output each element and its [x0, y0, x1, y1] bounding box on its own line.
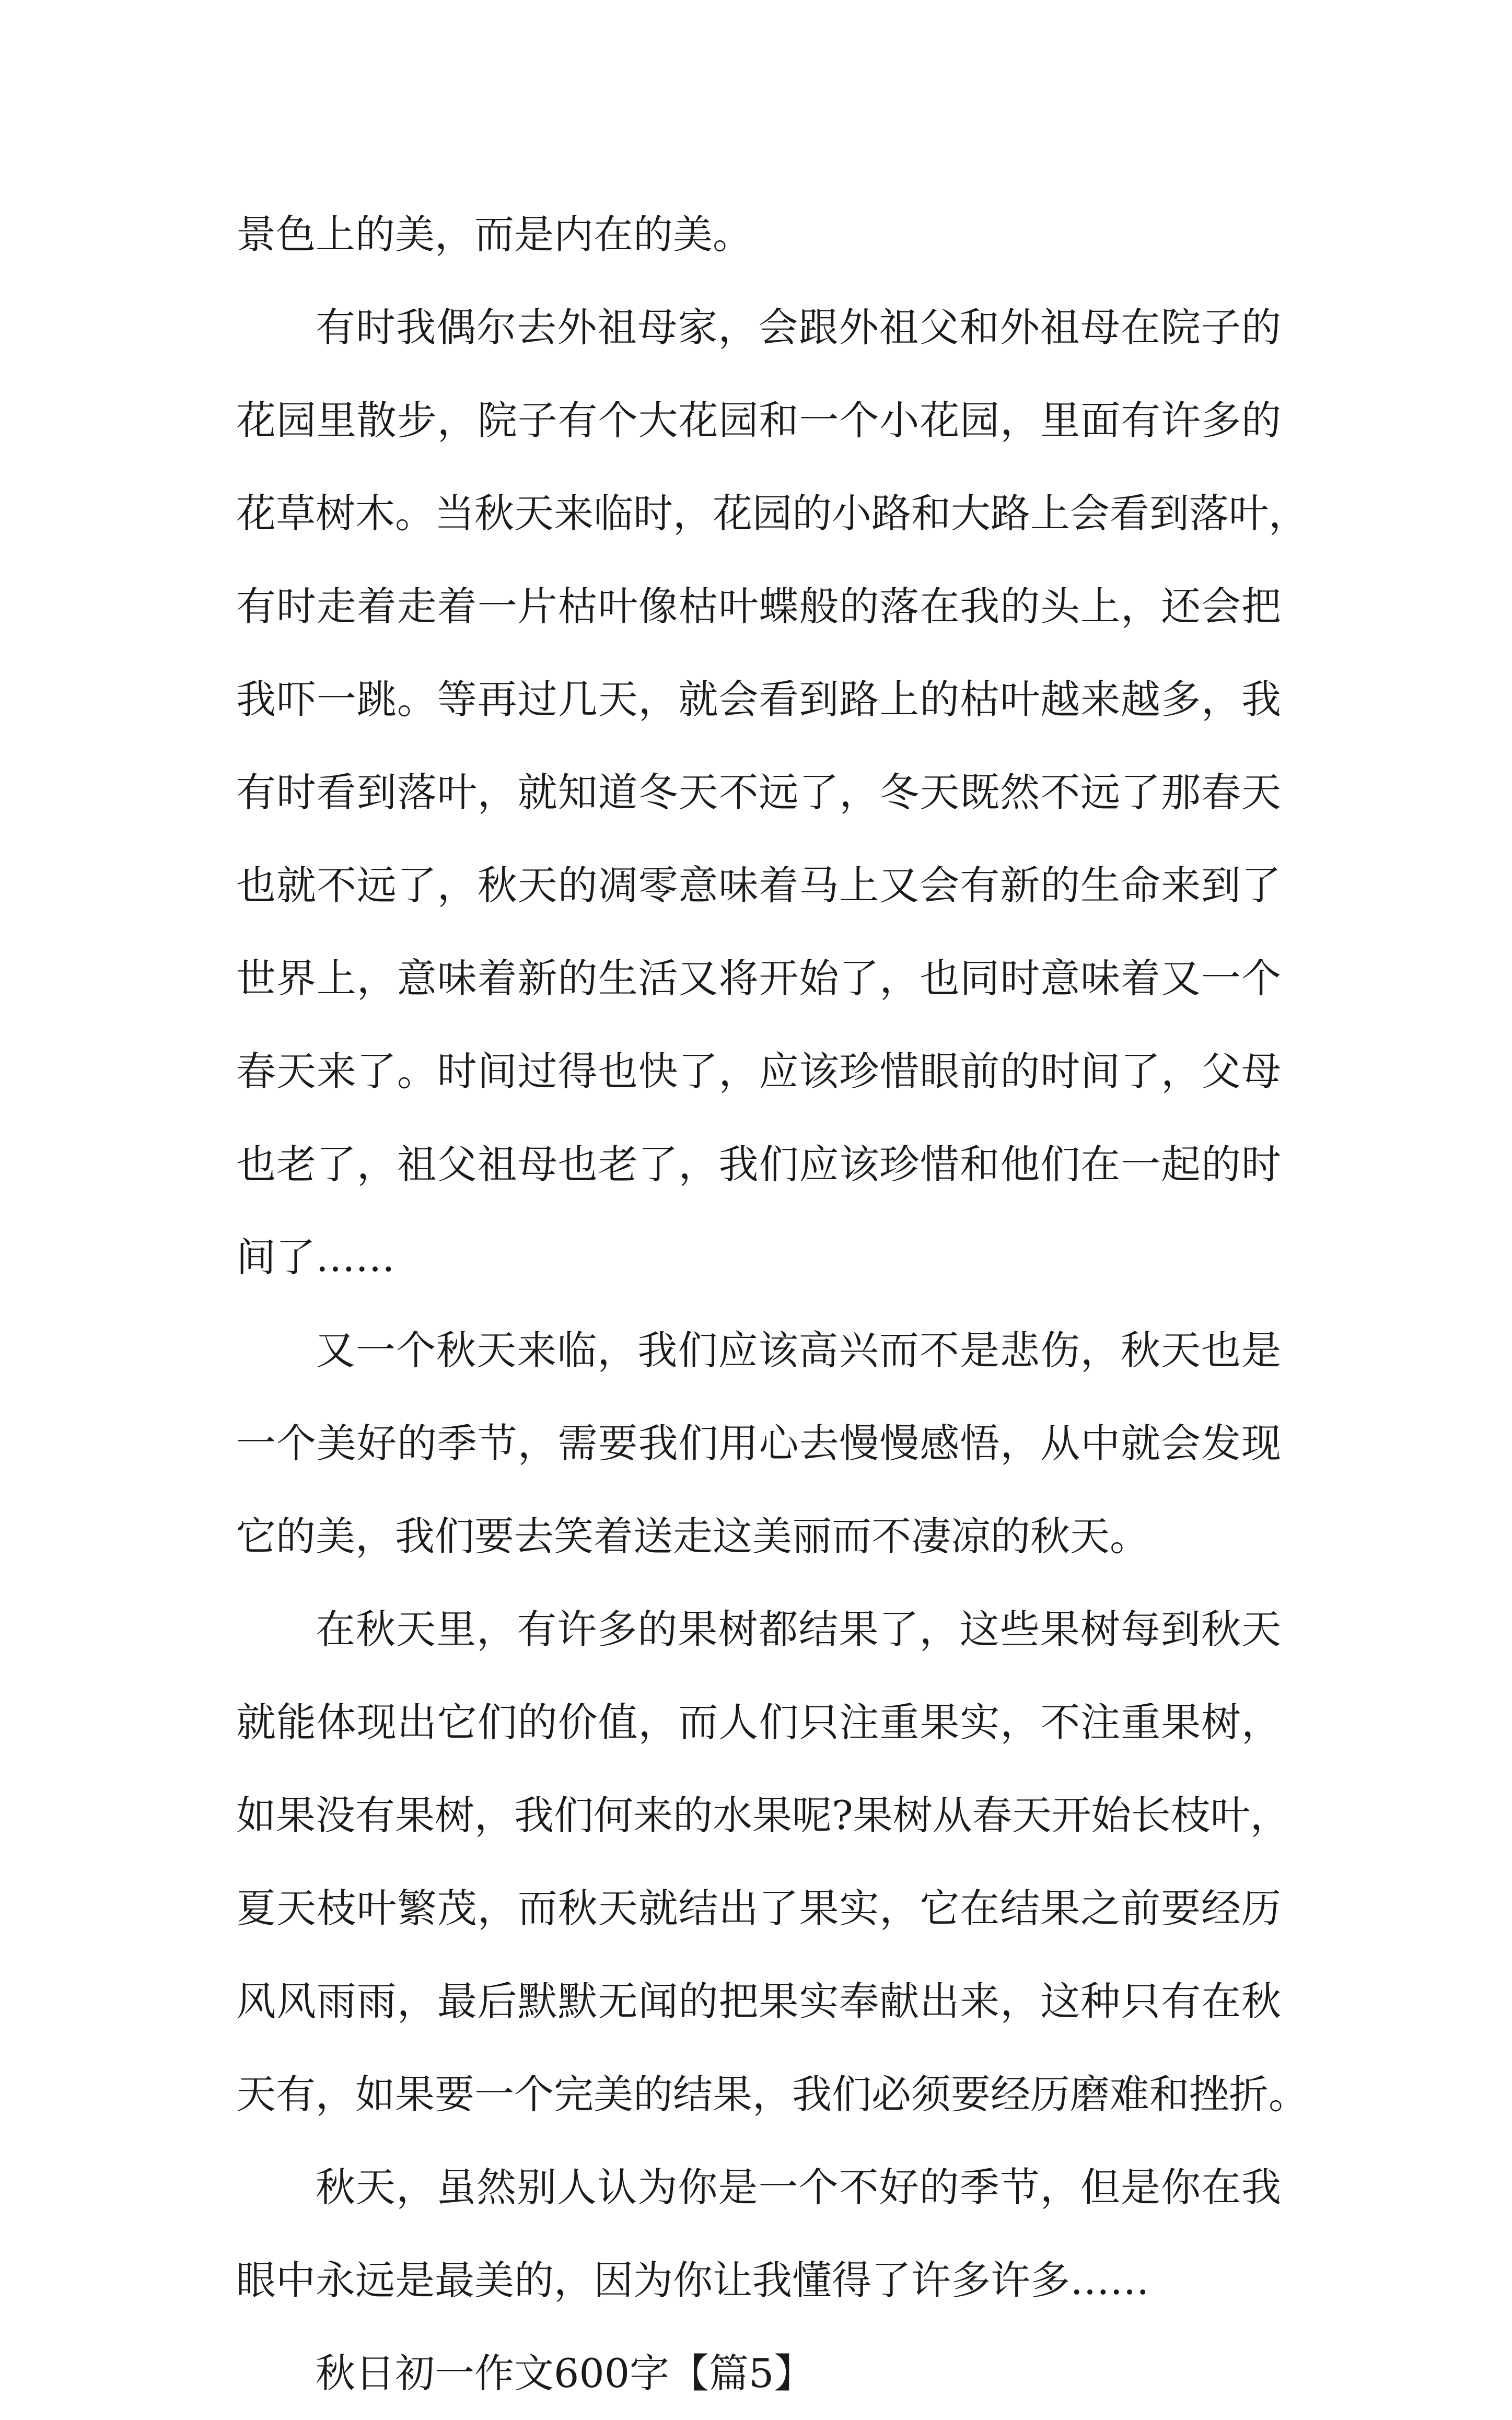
text-line: 也就不远了，秋天的凋零意味着马上又会有新的生命来到了	[236, 862, 1281, 909]
paragraph-first-line: 又一个秋天来临，我们应该高兴而不是悲伤，秋天也是	[316, 1327, 1281, 1374]
text-line: 春天来了。时间过得也快了，应该珍惜眼前的时间了，父母	[236, 1048, 1281, 1095]
text-line: 花园里散步，院子有个大花园和一个小花园，里面有许多的	[236, 397, 1281, 444]
paragraph-first-line: 秋天，虽然别人认为你是一个不好的季节，但是你在我	[316, 2164, 1281, 2210]
text-line: 间了……	[236, 1234, 395, 1281]
section-heading: 秋日初一作文600字【篇5】	[316, 2350, 814, 2396]
text-line: 有时看到落叶，就知道冬天不远了，冬天既然不远了那春天	[236, 769, 1281, 816]
text-line: 一个美好的季节，需要我们用心去慢慢感悟，从中就会发现	[236, 1420, 1281, 1467]
text-line: 如果没有果树，我们何来的水果呢?果树从春天开始长枝叶，	[236, 1792, 1290, 1839]
article-body	[236, 188, 1308, 2420]
text-line: 景色上的美，而是内在的美。	[236, 211, 752, 258]
text-line: 世界上，意味着新的生活又将开始了，也同时意味着又一个	[236, 955, 1281, 1002]
paragraph-first-line: 在秋天里，有许多的果树都结果了，这些果树每到秋天	[316, 1606, 1281, 1653]
text-line: 花草树木。当秋天来临时，花园的小路和大路上会看到落叶，	[236, 490, 1308, 537]
text-line: 有时走着走着一片枯叶像枯叶蝶般的落在我的头上，还会把	[236, 583, 1281, 630]
paragraph-first-line: 有时我偶尔去外祖母家，会跟外祖父和外祖母在院子的	[316, 304, 1281, 351]
text-line: 眼中永远是最美的，因为你让我懂得了许多许多……	[236, 2257, 1149, 2303]
text-line: 就能体现出它们的价值，而人们只注重果实，不注重果树，	[236, 1699, 1281, 1746]
text-line: 我吓一跳。等再过几天，就会看到路上的枯叶越来越多，我	[236, 676, 1281, 723]
text-line: 夏天枝叶繁茂，而秋天就结出了果实，它在结果之前要经历	[236, 1885, 1281, 1932]
text-line: 也老了，祖父祖母也老了，我们应该珍惜和他们在一起的时	[236, 1141, 1281, 1188]
text-line: 天有，如果要一个完美的结果，我们必须要经历磨难和挫折。	[236, 2071, 1308, 2118]
text-line: 它的美，我们要去笑着送走这美丽而不凄凉的秋天。	[236, 1513, 1149, 1560]
text-line: 风风雨雨，最后默默无闻的把果实奉献出来，这种只有在秋	[236, 1978, 1281, 2025]
